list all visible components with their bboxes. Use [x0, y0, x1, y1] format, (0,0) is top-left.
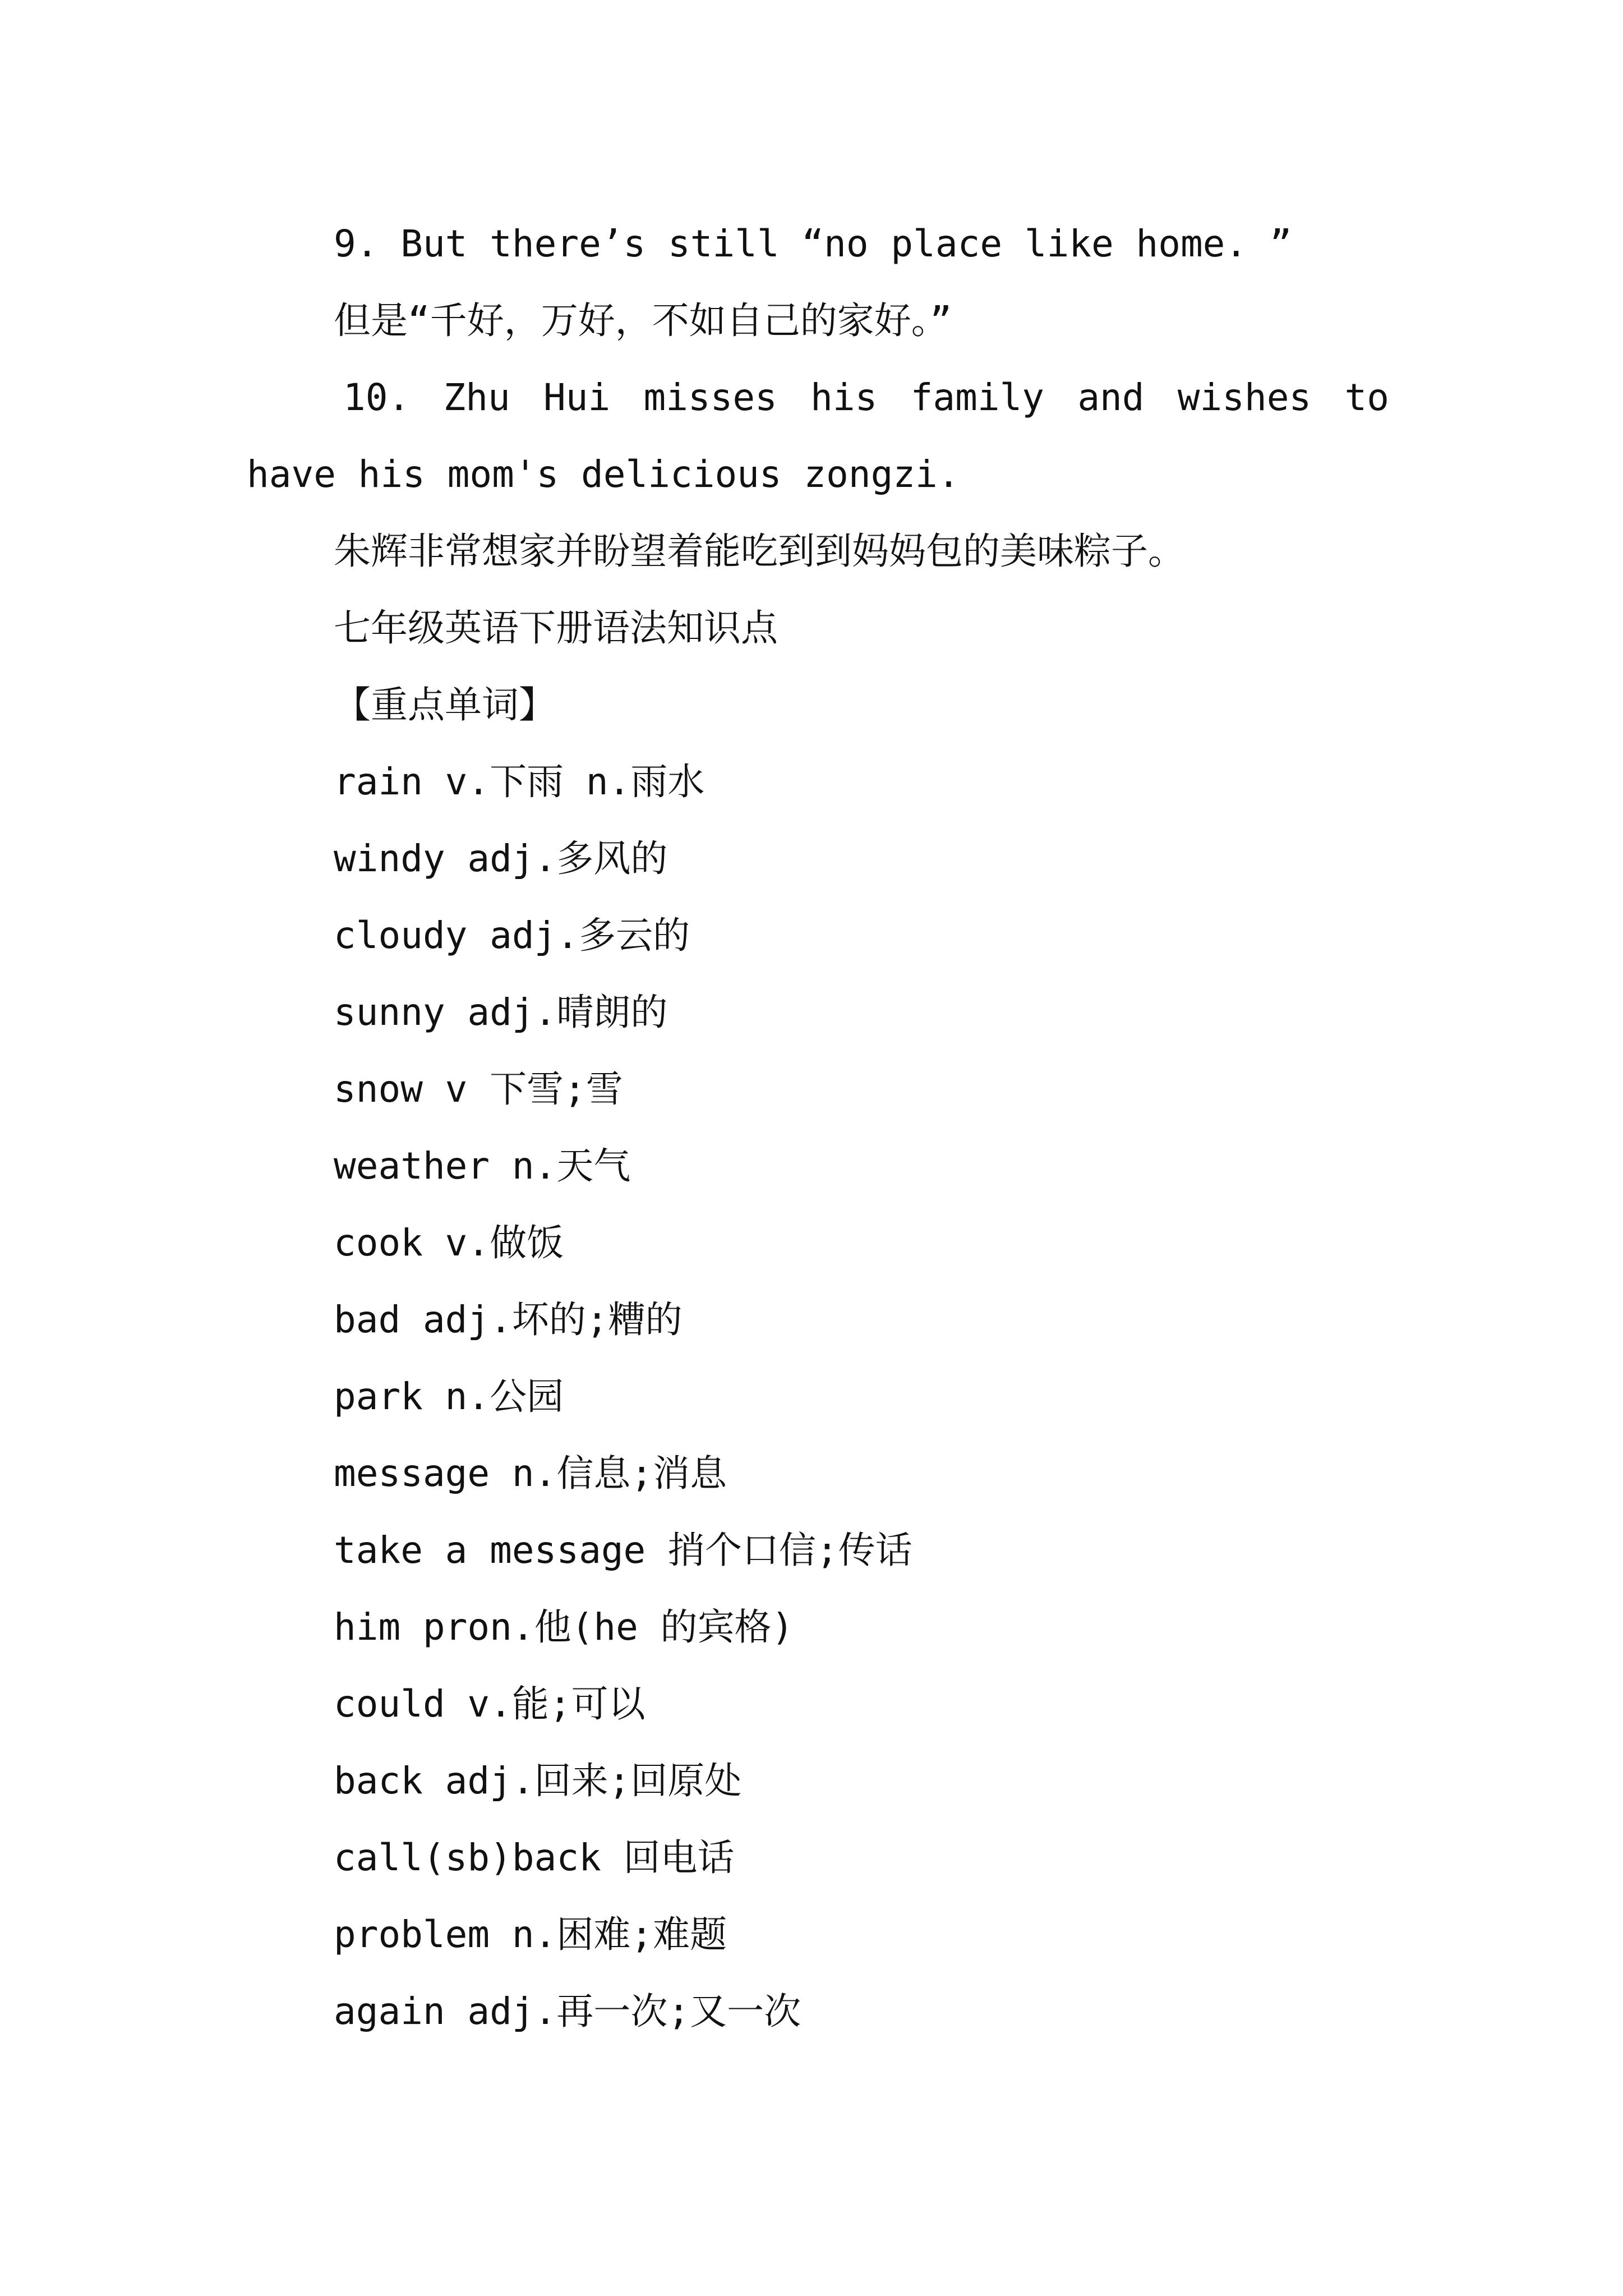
- vocab-item: him pron.他(he 的宾格): [334, 1605, 794, 1649]
- word: 10.: [343, 376, 411, 419]
- vocab-item: message n.信息;消息: [334, 1452, 727, 1495]
- vocab-item: windy adj.多风的: [334, 837, 668, 880]
- vocab-item: problem n.困难;难题: [334, 1913, 727, 1956]
- vocab-item: rain v.下雨 n.雨水: [334, 760, 705, 803]
- sentence-10-chinese: 朱辉非常想家并盼望着能吃到到妈妈包的美味粽子。: [334, 530, 1185, 573]
- vocab-item: bad adj.坏的;糟的: [334, 1298, 683, 1341]
- vocab-item: cook v.做饭: [334, 1221, 564, 1264]
- vocab-item: again adj.再一次;又一次: [334, 1990, 801, 2033]
- word: family: [910, 376, 1045, 419]
- sentence-9-chinese: 但是“千好，万好，不如自己的家好。”: [334, 299, 952, 342]
- word: to: [1344, 376, 1389, 419]
- word: misses: [643, 376, 777, 419]
- vocab-item: weather n.天气: [334, 1144, 631, 1188]
- word: Zhu: [443, 376, 510, 419]
- sentence-10-english-second-line: have his mom's delicious zongzi.: [247, 453, 960, 496]
- vocab-item: sunny adj.晴朗的: [334, 991, 668, 1034]
- vocab-item: take a message 捎个口信;传话: [334, 1529, 912, 1572]
- vocab-item: back adj.回来;回原处: [334, 1759, 742, 1802]
- word: wishes: [1177, 376, 1312, 419]
- sentence-9-english: 9. But there’s still “no place like home. ”: [334, 222, 1292, 265]
- word: Hui: [543, 376, 611, 419]
- vocab-item: cloudy adj.多云的: [334, 914, 690, 957]
- word: his: [810, 376, 878, 419]
- vocab-item: could v.能;可以: [334, 1682, 645, 1726]
- section-title: 七年级英语下册语法知识点: [334, 606, 778, 650]
- vocab-item: call(sb)back 回电话: [334, 1836, 735, 1879]
- word: and: [1077, 376, 1145, 419]
- vocab-item: snow v 下雪;雪: [334, 1068, 623, 1111]
- section-heading: 【重点单词】: [334, 683, 556, 726]
- sentence-10-english-first-line: [343, 372, 1389, 423]
- vocab-item: park n.公园: [334, 1375, 564, 1418]
